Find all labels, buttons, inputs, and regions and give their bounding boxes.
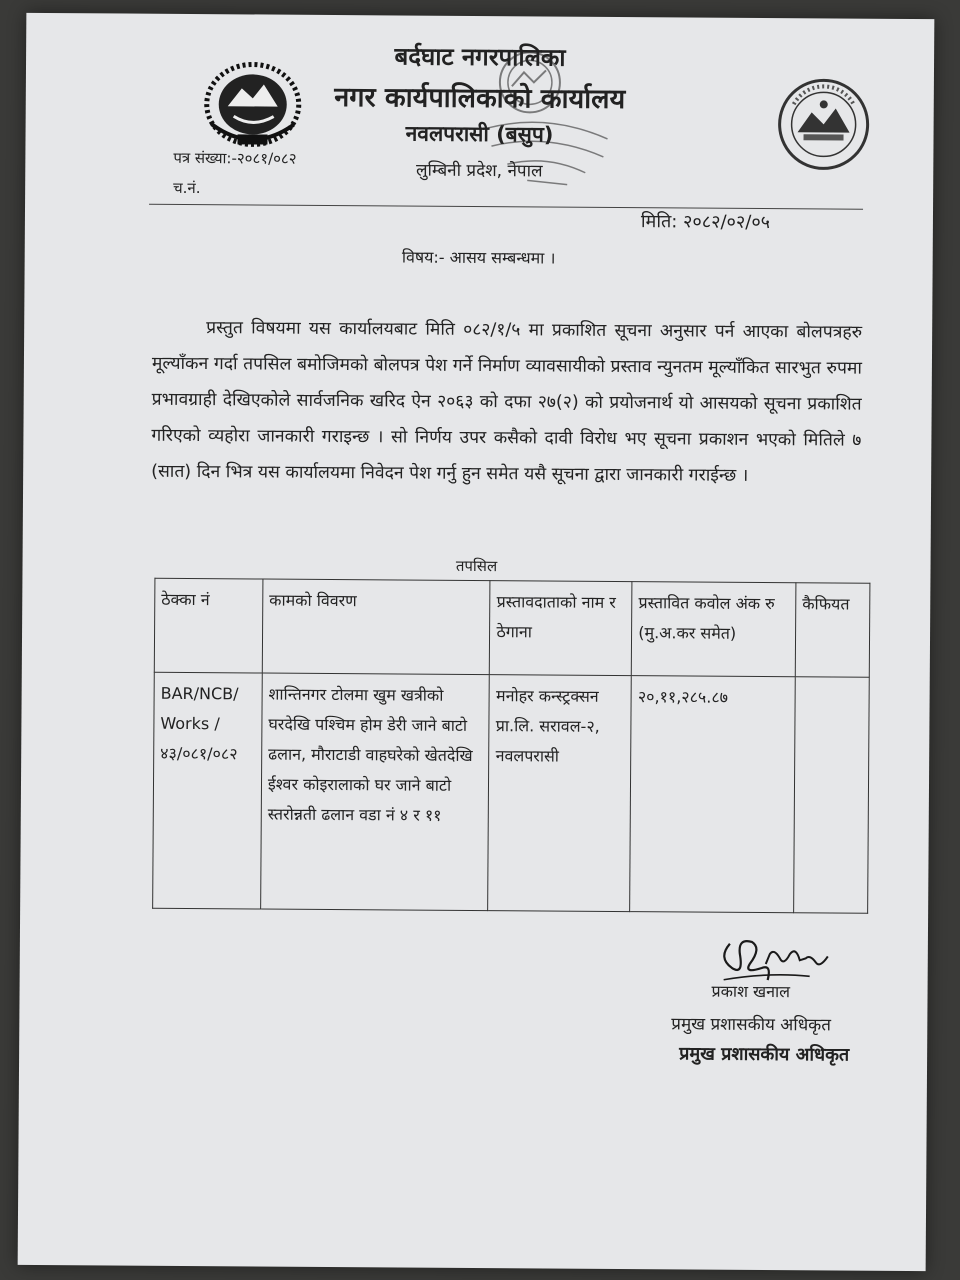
bid-table [152, 578, 870, 914]
cell-contract-no: BAR/NCB/ Works /४३/०८१/०८२ [153, 672, 263, 909]
header-bid-amount: प्रस्तावित कवोल अंक रु (मु.अ.कर समेत) [632, 582, 796, 677]
letter-body: प्रस्तुत विषयमा यस कार्यालयबाट मिति ०८२/१/५ मा प्रकाशित सूचना अनुसार पर्न आएका बोलपत्रहरु मूल्याँकन गर्दा तपसिल बमोजिमको बोलपत्र पेश गर्ने निर्माण व्यावसायीको प्रस्ताव न्युनतम मूल्याँकित सारभुत रुपमा प्रभावग्राही देखिएकोले सार्वजनिक खरिद ऐन २०६३ को दफा २७(२) को प्रयोजनार्थ यो आसयको सूचना प्रकाशित गरिएको व्यहोरा जानकारी गराइन्छ । सो निर्णय उपर कसैको दावी विरोध भए सूचना प्रकाशन भएको मितिले ७ (सात) दिन भित्र यस कार्यालयमा निवेदन पेश गर्नु हुन समेत यसै सूचना द्वारा जानकारी गराईन्छ । [151, 318, 863, 486]
table-header-row [154, 578, 870, 677]
table-caption: तपसिल [455, 556, 498, 576]
header-bidder: प्रस्तावदाताको नाम र ठेगाना [490, 581, 632, 676]
signatory-name: प्रकाश खनाल [711, 981, 791, 1002]
letter-paper [18, 13, 935, 1271]
letter-date: मिति: २०८२/०२/०५ [640, 211, 771, 234]
table-row [153, 672, 870, 913]
letter-subject: विषय:- आसय सम्बन्धमा । [401, 247, 556, 268]
signature-icon [710, 924, 840, 987]
signatory-title-stamp: प्रमुख प्रशासकीय अधिकृत [679, 1043, 850, 1066]
cell-bid-amount: २०,११,२८५.८७ [630, 676, 795, 913]
dispatch-number: च.नं. [173, 178, 201, 198]
header-work-description: कामको विवरण [262, 579, 490, 675]
header-divider [149, 204, 863, 210]
cell-remarks [794, 677, 870, 914]
header-contract-no: ठेक्का नं [154, 578, 263, 673]
cell-work-description: शान्तिनगर टोलमा खुम खत्रीको घरदेखि पश्चिम होम डेरी जाने बाटो ढलान, मौराटाडी वाहघरेको खेतदेखि ईश्वर कोइरालाको घर जाने बाटो स्तरोन्नती ढलान वडा नं ४ र ११ [261, 673, 490, 911]
letter-number: पत्र संख्या:-२०८१/०८२ [173, 148, 297, 168]
municipality-name: बर्दघाट नगरपालिका [394, 42, 566, 72]
header-remarks: कैफियत [795, 583, 870, 678]
office-name: नगर कार्यपालिकाको कार्यालय [334, 81, 626, 116]
cell-bidder: मनोहर कन्स्ट्रक्सन प्रा.लि. सरावल-२, नवलपरासी [488, 675, 631, 912]
signatory-title: प्रमुख प्रशासकीय अधिकृत [671, 1014, 831, 1036]
province-name: लुम्बिनी प्रदेश, नेपाल [415, 160, 543, 182]
district-name: नवलपरासी (बसुप) [405, 121, 554, 147]
